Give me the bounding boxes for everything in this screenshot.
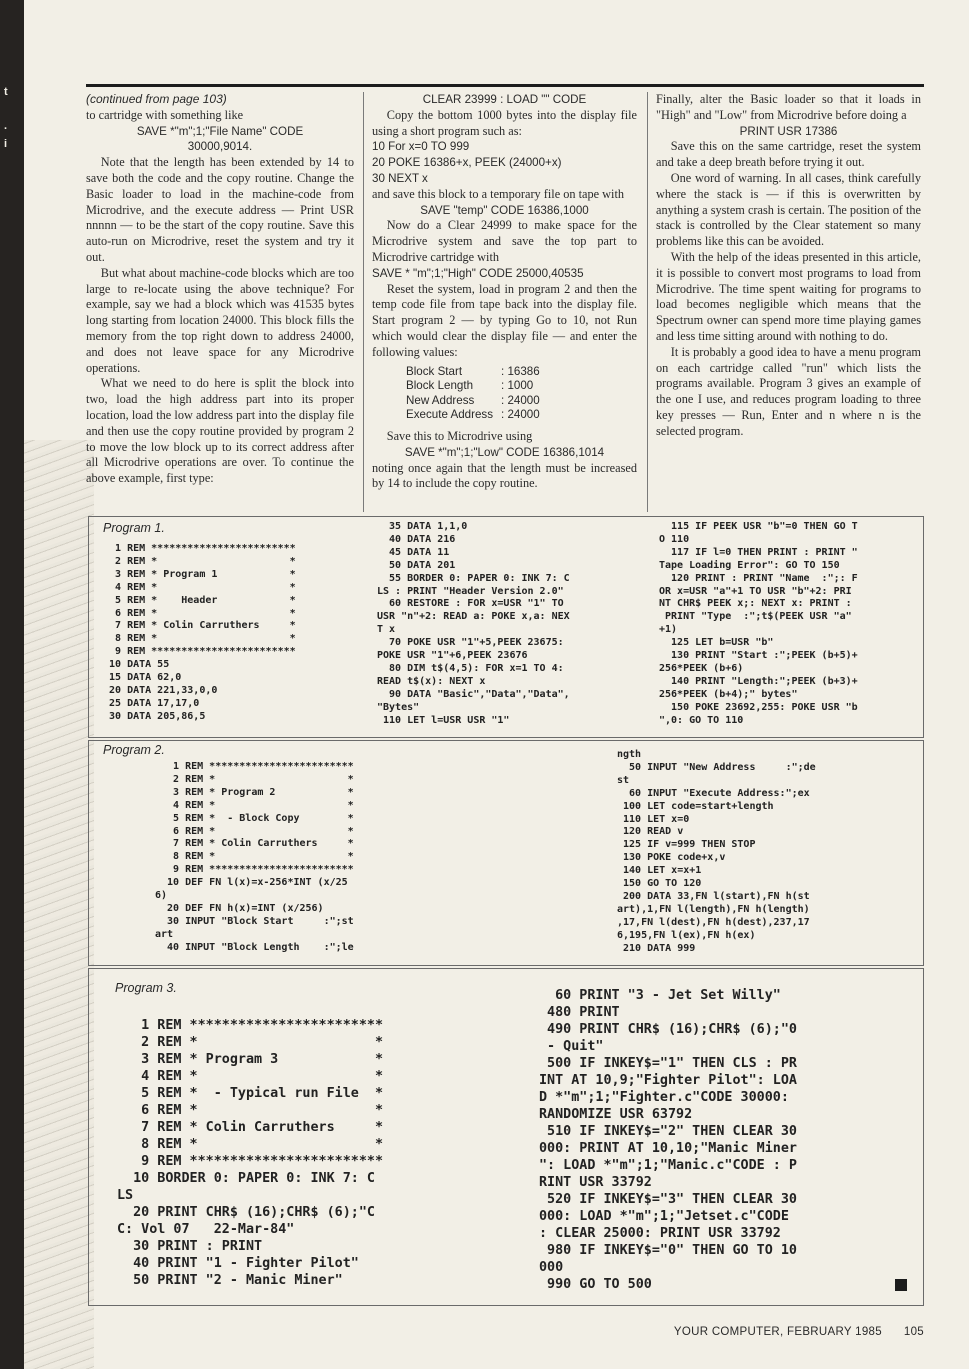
paragraph: Note that the length has been extended by 14 to save both the code and the copy routine. Change the Basic loader to load in the machine-code from Microdrive, and the execute address — Print USR nnnnn — to be the start of the copy routine. Save this auto-run on Microdrive, reset the system and try it out.: [86, 155, 354, 264]
program-3-listing-col-a: 1 REM ************************ 2 REM * * 3 REM * Program 3 * 4 REM * * 5 REM * - Typical run File * 6 REM * * 7 REM * Colin Carruthers * 8 REM * * 9 REM ************************ 10 BORDER 0: PAPER 0: INK 7: C LS 20 PRINT CHR$ (16);CHR$ (6);"C C: Vol 07 22-Mar-84" 30 PRINT : PRINT 40 PRINT "1 - Fighter Pilot" 50 PRINT "2 - Manic Miner": [117, 1018, 384, 1288]
program-1-listing-box: [88, 516, 924, 738]
paragraph: One word of warning. In all cases, think carefully where the stack is — if this is overwritten by anything a system crash is certain. The position of the stack is controlled by the Clear statement so many problems like this can be avoided.: [656, 170, 921, 249]
magazine-page: [86, 0, 924, 1369]
code-line: CLEAR 23999 : LOAD "" CODE: [422, 93, 587, 106]
spine-mark: i: [4, 138, 8, 150]
article-column-1: [86, 92, 354, 487]
code-line: 30 NEXT x: [372, 171, 428, 185]
table-value: : 24000: [501, 408, 540, 422]
table-label: New Address: [406, 393, 475, 407]
table-value: : 24000: [501, 393, 540, 407]
program-1-listing-col-b: 35 DATA 1,1,0 40 DATA 216 45 DATA 11 50 DATA 201 55 BORDER 0: PAPER 0: INK 7: C LS : PRINT "Header Version 2.0" 60 RESTORE : FOR x=USR "1" TO USR "n"+2: READ a: POKE x,a: NEX T x 70 POKE USR "1"+5,PEEK 23675: POKE USR "1"+6,PEEK 23676 80 DIM t$(4,5): FOR x=1 TO 4: READ t$(x): NEXT x 90 DATA "Basic","Data","Data", "Bytes" 110 LET l=USR USR "1": [377, 521, 570, 726]
magazine-issue: YOUR COMPUTER, FEBRUARY 1985: [673, 1326, 882, 1338]
column-divider: [647, 92, 648, 512]
paragraph: Copy the bottom 1000 bytes into the display file using a short program such as:: [372, 107, 637, 138]
table-value: : 16386: [501, 364, 540, 378]
program-3-title: Program 3.: [115, 981, 177, 995]
program-3-listing-col-b: 60 PRINT "3 - Jet Set Willy" 480 PRINT 490 PRINT CHR$ (16);CHR$ (6);"0 - Quit" 500 IF INKEY$="1" THEN CLS : PR INT AT 10,9;"Fighter Pilot": LOA D *"m";1;"Fighter.c"CODE 30000: RANDOMIZE USR 63792 510 IF INKEY$="2" THEN CLEAR 30 000: PRINT AT 10,10;"Manic Miner ": LOAD *"m";1;"Manic.c"CODE : P RINT USR 33792 520 IF INKEY$="3" THEN CLEAR 30 000: LOAD *"m";1;"Jetset.c"CODE : CLEAR 25000: PRINT USR 33792 980 IF INKEY$="0" THEN GO TO 10 000 990 GO TO 500: [539, 988, 797, 1292]
table-row: [402, 408, 544, 423]
column-divider: [363, 92, 364, 512]
paragraph: noting once again that the length must be increased by 14 to include the copy routine.: [372, 460, 637, 491]
page-number: 105: [903, 1326, 924, 1338]
paragraph: Save this on the same cartridge, reset the system and take a deep breath before trying it out.: [656, 139, 921, 170]
program-1-listing-col-c: 115 IF PEEK USR "b"=0 THEN GO T O 110 117 IF l=0 THEN PRINT : PRINT " Tape Loading Error": GO TO 150 120 PRINT : PRINT "Name :";: F OR x=USR "a"+1 TO USR "b"+2: PRI NT CHR$ PEEK x;: NEXT x: PRINT : PRINT "Type :";t$(PEEK USR "a" +1) 125 LET b=USR "b" 130 PRINT "Start :";PEEK (b+5)+ 256*PEEK (b+6) 140 PRINT "Length:";PEEK (b+3)+ 256*PEEK (b+4);" bytes" 150 POKE 23692,255: POKE USR "b ",0: GO TO 110: [659, 521, 858, 726]
table-label: Execute Address: [406, 408, 494, 422]
table-label: Block Start: [406, 364, 463, 378]
code-line: SAVE "temp" CODE 16386,1000: [420, 203, 589, 217]
paragraph: What we need to do here is split the block into two, load the high address part into its proper location, load the low address part into the display file and then use the copy routine provided by program 2 to move the low block up to its correct address after all Microdrive operations are over. To continue the above example, first type:: [86, 376, 354, 486]
paragraph: Reset the system, load in program 2 and then the temp code file from tape back into the display file. Start program 2 — by typing Go to 10, not Run which would clear the display file — and enter the following values:: [372, 281, 637, 359]
paragraph: to cartridge with something like: [86, 107, 244, 122]
article-column-2: [372, 92, 637, 492]
code-line: 10 For x=0 TO 999: [372, 140, 470, 154]
paragraph: Now do a Clear 24999 to make space for the Microdrive system and save the top part to Microdrive cartridge with: [372, 218, 637, 264]
paragraph: Finally, alter the Basic loader so that it loads in "High" and "Low" from Microdrive before doing a: [656, 92, 921, 122]
program-1-listing-col-a: 1 REM ************************ 2 REM * * 3 REM * Program 1 * 4 REM * * 5 REM * Header * 6 REM * * 7 REM * Colin Carruthers * 8 REM * * 9 REM ************************ 10 DATA 55 15 DATA 62,0 20 DATA 221,33,0,0 25 DATA 17,17,0 30 DATA 205,86,5: [109, 543, 296, 722]
program-2-listing-col-a: 1 REM ************************ 2 REM * * 3 REM * Program 2 * 4 REM * * 5 REM * - Block Copy * 6 REM * * 7 REM * Colin Carruthers * 8 REM * * 9 REM ************************ 10 DEF FN l(x)=x-256*INT (x/25 6) 20 DEF FN h(x)=INT (x/256) 30 INPUT "Block Start :";st art 40 INPUT "Block Length :";le: [155, 761, 354, 953]
program-2-listing-box: [88, 740, 924, 966]
spine-mark: .: [4, 120, 8, 132]
code-line: SAVE *"m";1;"File Name" CODE 30000,9014.: [136, 124, 304, 154]
code-line: SAVE *"m";1;"Low" CODE 16386,1014: [404, 445, 605, 459]
top-rule: [86, 84, 924, 87]
paragraph: and save this block to a temporary file on tape with: [372, 186, 625, 201]
paragraph: But what about machine-code blocks which are too large to re-locate using the above technique? For example, say we had a block which was 41535 bytes long starting from location 24000. This block fills the memory from the top right down to address 24000, and does not leave space for any Microdrive operations.: [86, 265, 354, 375]
table-value: : 1000: [501, 379, 534, 393]
end-of-article-square: [895, 1279, 907, 1291]
table-row: [402, 379, 544, 394]
code-line: PRINT USR 17386: [739, 124, 838, 138]
program-1-title: Program 1.: [103, 521, 165, 535]
code-line: SAVE * "m";1;"High" CODE 25000,40535: [372, 266, 584, 280]
spine-mark: t: [4, 86, 8, 98]
paragraph: With the help of the ideas presented in this article, it is possible to convert most programs to load from Microdrive. The time spent waiting for programs to load becomes negligible which means that the Spectrum owner can spend more time playing games and less time sitting around with nothing to do.: [656, 249, 921, 343]
paragraph: It is probably a good idea to have a menu program on each cartridge called "run" which lists the programs available. Program 3 gives an example of the one I use, and reduces program loading to three key presses — Run, Enter and n where n is the selected program.: [656, 344, 921, 438]
table-row: [402, 365, 544, 380]
table-label: Block Length: [406, 379, 474, 393]
program-2-listing-col-b: ngth 50 INPUT "New Address :";de st 60 INPUT "Execute Address:";ex 100 LET code=start+length 110 LET x=0 120 READ v 125 IF v=999 THEN STOP 130 POKE code+x,v 140 LET x=x+1 150 GO TO 120 200 DATA 33,FN l(start),FN h(st art),1,FN l(length),FN h(length) ,17,FN l(dest),FN h(dest),237,17 6,195,FN l(ex),FN h(ex) 210 DATA 999: [617, 749, 816, 954]
table-row: [402, 394, 544, 409]
program-2-title: Program 2.: [103, 743, 165, 757]
binding-spine: [0, 0, 24, 1369]
paragraph: Save this to Microdrive using: [386, 428, 533, 443]
continued-note: (continued from page 103): [86, 92, 227, 106]
show-through-texture: [24, 440, 94, 1369]
page-footer: [674, 1326, 924, 1338]
program-3-listing-box: [88, 968, 924, 1306]
article-column-3: [656, 92, 921, 440]
code-line: 20 POKE 16386+x, PEEK (24000+x): [372, 156, 562, 170]
address-table: [402, 365, 544, 423]
